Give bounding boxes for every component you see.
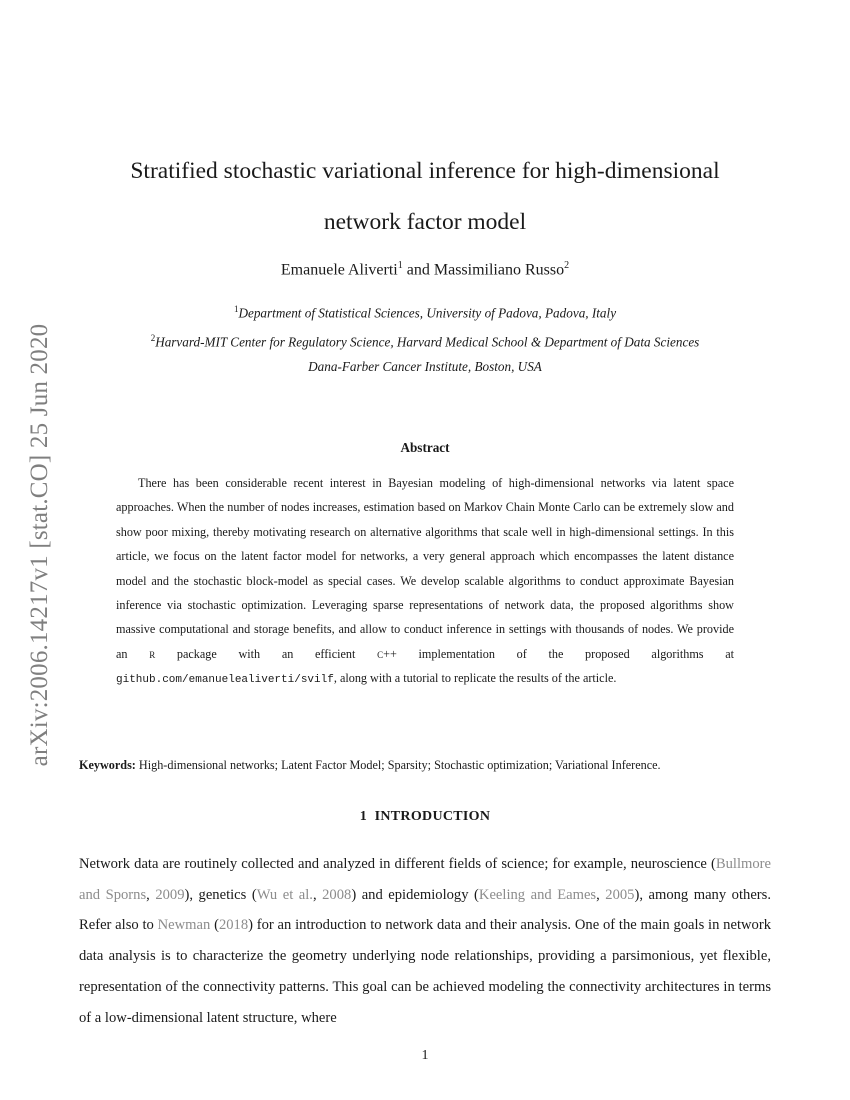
- github-link[interactable]: github.com/emanuelealiverti/svilf: [116, 674, 334, 687]
- abstract-segment: implementation of the proposed algorithms at: [396, 646, 735, 661]
- intro-text: (: [210, 917, 219, 934]
- page-number: 1: [421, 1048, 429, 1063]
- affiliation-mark: 1: [397, 260, 403, 271]
- intro-text: ,: [312, 886, 323, 903]
- cpp-language-name: c++: [377, 646, 397, 661]
- paper-title: [95, 146, 755, 248]
- citation-year-link[interactable]: 2008: [322, 886, 352, 903]
- abstract-segment: package with an efficient: [155, 646, 378, 661]
- affiliation-mark: 1: [233, 304, 239, 314]
- citation-year-link[interactable]: 2018: [218, 917, 249, 934]
- affiliation-1: [80, 304, 770, 321]
- abstract-segment: There has been considerable recent interest in Bayesian modeling of high-dimensional networks via latent space approaches. When the number of nodes increases, estimation based on Markov Chain Monte Carlo can be extremely slow and show poor mixing, thereby motivating research on alternative algorithms that scale well in high-dimensional settings. In this article, we focus on the latent factor model for networks, a very general approach which encompasses the latent distance model and the stochastic block-model as special cases. We develop scalable algorithms to conduct approximate Bayesian inference via stochastic optimization. Leveraging sparse representations of network data, the proposed algorithms show massive computational and storage benefits, and allow to conduct inference in settings with thousands of nodes. We provide an: [116, 476, 734, 661]
- section-number: 1: [359, 809, 368, 824]
- abstract-text: [116, 471, 734, 693]
- affiliation-text: Dana-Farber Cancer Institute, Boston, USA: [308, 359, 542, 374]
- affiliation-2-continued: [80, 359, 770, 375]
- section-heading-introduction: [95, 809, 755, 825]
- affiliation-text: Harvard-MIT Center for Regulatory Science, Harvard Medical School & Department of Data Sciences: [155, 334, 700, 350]
- abstract-segment: , along with a tutorial to replicate the results of the article.: [333, 671, 617, 686]
- section-title: INTRODUCTION: [374, 809, 491, 824]
- citation-link[interactable]: Newman: [157, 917, 211, 934]
- intro-text: ) for an introduction to network data and their analysis. One of the main goals in network data analysis is to characterize the geometry underlying node relationships, providing a parsimonious, yet flexible, representation of the connectivity patterns. This goal can be achieved modeling the connectivity architectures in terms of a low-dimensional latent structure, where: [79, 917, 771, 1026]
- affiliation-mark: 2: [564, 260, 570, 271]
- citation-link[interactable]: Wu et al.: [256, 886, 313, 903]
- intro-text: Network data are routinely collected and analyzed in different fields of science; for example, neuroscience (: [79, 856, 716, 872]
- keywords-text: High-dimensional networks; Latent Factor Model; Sparsity; Stochastic optimization; Variational Inference.: [135, 758, 661, 772]
- citation-link[interactable]: Keeling and Eames: [478, 886, 597, 903]
- r-software-name: r: [149, 646, 156, 661]
- citation-link[interactable]: Bullmore and Sporns: [79, 856, 771, 903]
- title-line-1: Stratified stochastic variational inference for high-dimensional: [130, 158, 720, 184]
- keywords: [79, 758, 779, 773]
- intro-text: ), among many others. Refer also to: [79, 886, 771, 934]
- arxiv-identifier-stamp: arXiv:2006.14217v1 [stat.CO] 25 Jun 2020: [26, 323, 53, 767]
- keywords-label: Keywords:: [79, 758, 136, 772]
- citation-year-link[interactable]: 2005: [605, 886, 635, 903]
- title-line-2: network factor model: [323, 209, 527, 235]
- affiliation-mark: 2: [150, 333, 156, 343]
- intro-text: ,: [146, 886, 156, 903]
- introduction-paragraph: [79, 849, 771, 1033]
- abstract-heading: Abstract: [400, 440, 450, 455]
- author-conjunction: and: [402, 261, 434, 279]
- intro-text: ) and epidemiology (: [351, 886, 479, 903]
- citation-year-link[interactable]: 2009: [155, 886, 185, 903]
- author-list: [95, 260, 755, 279]
- author-name: Emanuele Aliverti: [280, 261, 398, 279]
- affiliation-text: Department of Statistical Sciences, University of Padova, Padova, Italy: [238, 305, 617, 321]
- intro-text: ,: [596, 886, 606, 903]
- intro-text: ), genetics (: [184, 886, 257, 903]
- affiliation-2: [80, 333, 770, 350]
- author-name: Massimiliano Russo: [433, 261, 565, 279]
